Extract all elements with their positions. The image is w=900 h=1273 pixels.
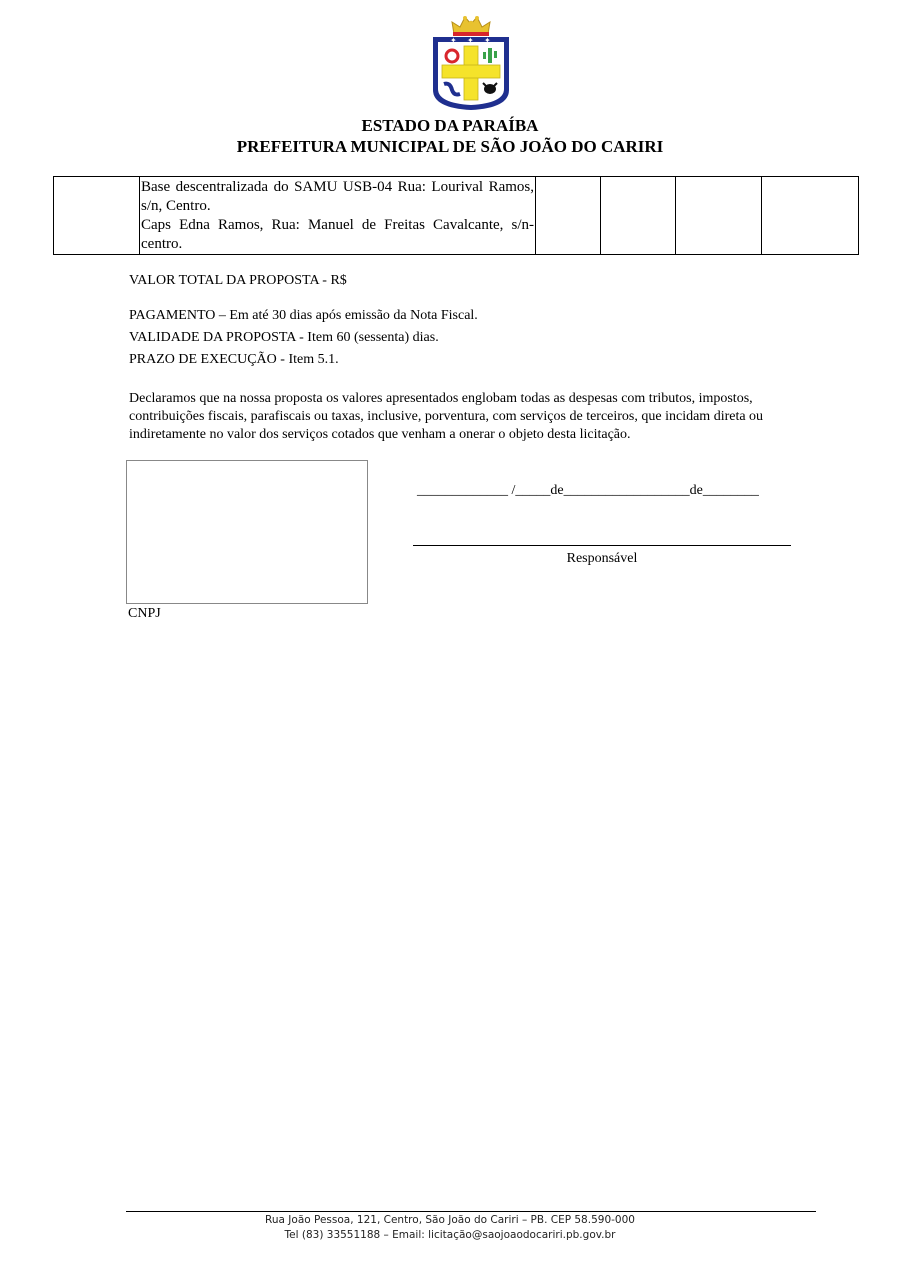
cnpj-label: CNPJ (128, 606, 161, 621)
description-line: Base descentralizada do SAMU USB-04 Rua: Lourival Ramos, s/n, Centro. (141, 179, 534, 214)
header-state-title: ESTADO DA PARAÍBA (361, 116, 539, 135)
header-municipality-title: PREFEITURA MUNICIPAL DE SÃO JOÃO DO CARIRI (236, 137, 664, 156)
date-line: _____________ /_____de__________________de________ (417, 483, 759, 498)
validade-text: VALIDADE DA PROPOSTA - Item 60 (sessenta) dias. (129, 330, 439, 345)
table-row (54, 177, 859, 255)
table-cell-empty (676, 177, 762, 255)
table-cell-item (54, 177, 140, 255)
cnpj-stamp-box (126, 460, 368, 604)
responsavel-label: Responsável (566, 551, 638, 566)
footer-address: Rua João Pessoa, 121, Centro, São João do Cariri – PB. CEP 58.590-000 (265, 1214, 635, 1226)
table-cell-empty (762, 177, 859, 255)
signature-line (413, 545, 791, 546)
table-cell-empty (601, 177, 676, 255)
valor-total-label: VALOR TOTAL DA PROPOSTA - R$ (129, 273, 347, 288)
pagamento-text: PAGAMENTO – Em até 30 dias após emissão da Nota Fiscal. (129, 308, 478, 323)
municipal-coat-of-arms-icon (428, 10, 514, 114)
table-cell-empty (536, 177, 601, 255)
items-table (53, 176, 859, 255)
declaration-paragraph: Declaramos que na nossa proposta os valores apresentados englobam todas as despesas com tributos, impostos, contribuições fiscais, parafiscais ou taxas, inclusive, porventura, com serviços de terceiros, que incidam direta ou indiretamente no valor dos serviços cotados que venham a onerar o objeto desta licitação. (129, 391, 764, 442)
description-line: Caps Edna Ramos, Rua: Manuel de Freitas Cavalcante, s/n- centro. (141, 217, 534, 252)
footer-divider (126, 1211, 816, 1212)
table-cell-description (140, 177, 536, 255)
prazo-text: PRAZO DE EXECUÇÃO - Item 5.1. (129, 352, 339, 367)
footer-contact: Tel (83) 33551188 – Email: licitação@saojoaodocariri.pb.gov.br (284, 1229, 616, 1241)
svg-text:✦: ✦ (450, 36, 457, 45)
svg-text:✦: ✦ (484, 36, 491, 45)
svg-text:✦: ✦ (467, 36, 474, 45)
